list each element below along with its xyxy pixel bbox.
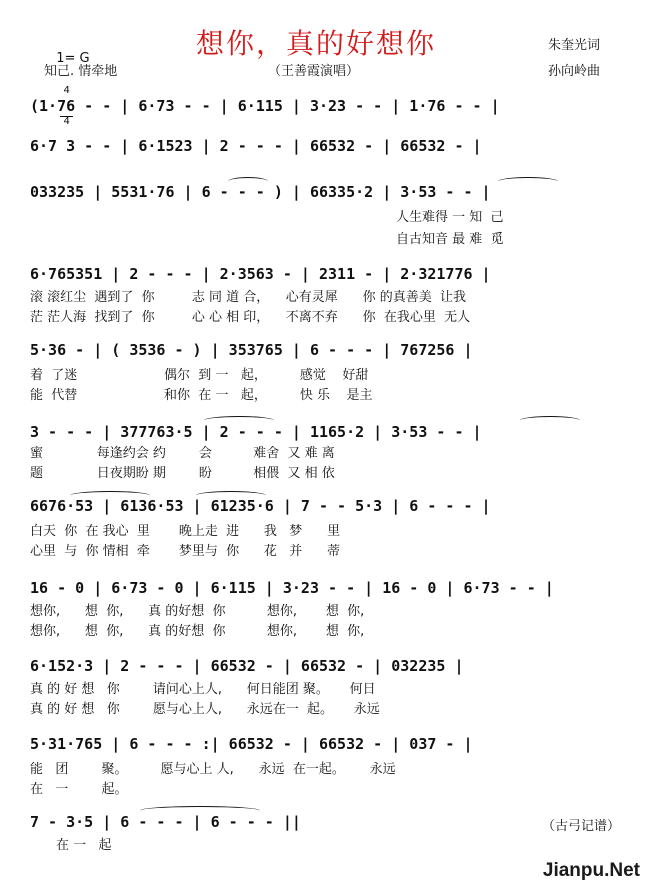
lyric-line: 想你, 想 你, 真 的好想 你 想你, 想 你, [30, 604, 365, 619]
score-line-10: 5·31·765 | 6 - - - :| 66532 - | 66532 - | 037 - | [30, 735, 473, 753]
slur-mark [140, 806, 260, 815]
lyric-line: 想你, 想 你, 真 的好想 你 想你, 想 你, [30, 624, 365, 639]
song-title: 想你，真的好想你 [196, 27, 437, 60]
score-line-8: 16 - 0 | 6·73 - 0 | 6·115 | 3·23 - - | 16 - 0 | 6·73 - - | [30, 579, 554, 597]
performer: （王善霞演唱） [268, 64, 360, 79]
lyric-line: 题 日夜期盼 期 盼 相偎 又 相 依 [30, 466, 335, 481]
slur-mark [70, 491, 150, 500]
lyric-line: 在 一 起。 [30, 782, 128, 797]
score-line-4: 6·765351 | 2 - - - | 2·3563 - | 2311 - | 2·321776 | [30, 265, 491, 283]
lyric-line: 蜜 每逢约会 约 会 难舍 又 难 离 [30, 446, 335, 461]
slur-mark [520, 416, 580, 425]
key-signature [48, 36, 90, 147]
score-line-7: 6676·53 | 6136·53 | 61235·6 | 7 - - 5·3 | 6 - - - | [30, 497, 491, 515]
lyric-line: 自古知音 最 难 觅 [396, 232, 504, 247]
lyric-line: 着 了迷 偶尔 到 一 起， 感觉 好甜 [30, 368, 369, 383]
lyric-line: 滚 滚红尘 遇到了 你 志 同 道 合， 心有灵犀 你 的真善美 让我 [30, 290, 466, 305]
lyric-note: 知己. 情牵地 [44, 64, 118, 79]
lyric-line: 白天 你 在 我心 里 晚上走 进 我 梦 里 [30, 524, 341, 539]
slur-mark [498, 177, 558, 186]
lyric-line: 真 的 好 想 你 请问心上人, 何日能团 聚。 何日 [30, 682, 376, 697]
score-line-1: (1·76 - - | 6·73 - - | 6·115 | 3·23 - - | 1·76 - - | [30, 97, 500, 115]
slur-mark [228, 177, 268, 186]
slur-mark [204, 416, 274, 425]
lyricist: 朱奎光词 [548, 38, 601, 53]
lyric-line: 茫 茫人海 找到了 你 心 心 相 印， 不离不弃 你 在我心里 无人 [30, 310, 471, 325]
score-line-5: 5·36 - | ( 3536 - ) | 353765 | 6 - - - | 767256 | [30, 341, 473, 359]
score-line-2: 6·7 3 - - | 6·1523 | 2 - - - | 66532 - | 66532 - | [30, 137, 482, 155]
lyric-line: 在 一 起 [56, 838, 112, 853]
lyric-line: 心里 与 你 情相 牵 梦里与 你 花 并 蒂 [30, 544, 341, 559]
lyric-line: 能 团 聚。 愿与心上 人, 永远 在一起。 永远 [30, 762, 396, 777]
meter-bottom: 4 [60, 116, 73, 127]
lyric-line: 人生难得 一 知 己 [396, 210, 504, 225]
lyric-line: 能 代替 和你 在 一 起， 快 乐 是主 [30, 388, 373, 403]
score-line-11: 7 - 3·5 | 6 - - - | 6 - - - || [30, 813, 301, 831]
slur-mark [196, 491, 266, 500]
composer: 孙向岭曲 [548, 64, 601, 79]
watermark: Jianpu.Net [542, 860, 640, 881]
meter-top: 4 [63, 85, 70, 96]
score-line-9: 6·152·3 | 2 - - - | 66532 - | 66532 - | 032235 | [30, 657, 464, 675]
transcriber-note: （古弓记谱） [541, 819, 620, 834]
lyric-line: 真 的 好 想 你 愿与心上人, 永远在一 起。 永远 [30, 702, 380, 717]
score-line-6: 3 - - - | 377763·5 | 2 - - - | 1165·2 | 3·53 - - | [30, 423, 482, 441]
score-line-3: 033235 | 5531·76 | 6 - - - ) | 66335·2 | 3·53 - - | [30, 183, 491, 201]
key-label: 1= G [56, 51, 90, 66]
